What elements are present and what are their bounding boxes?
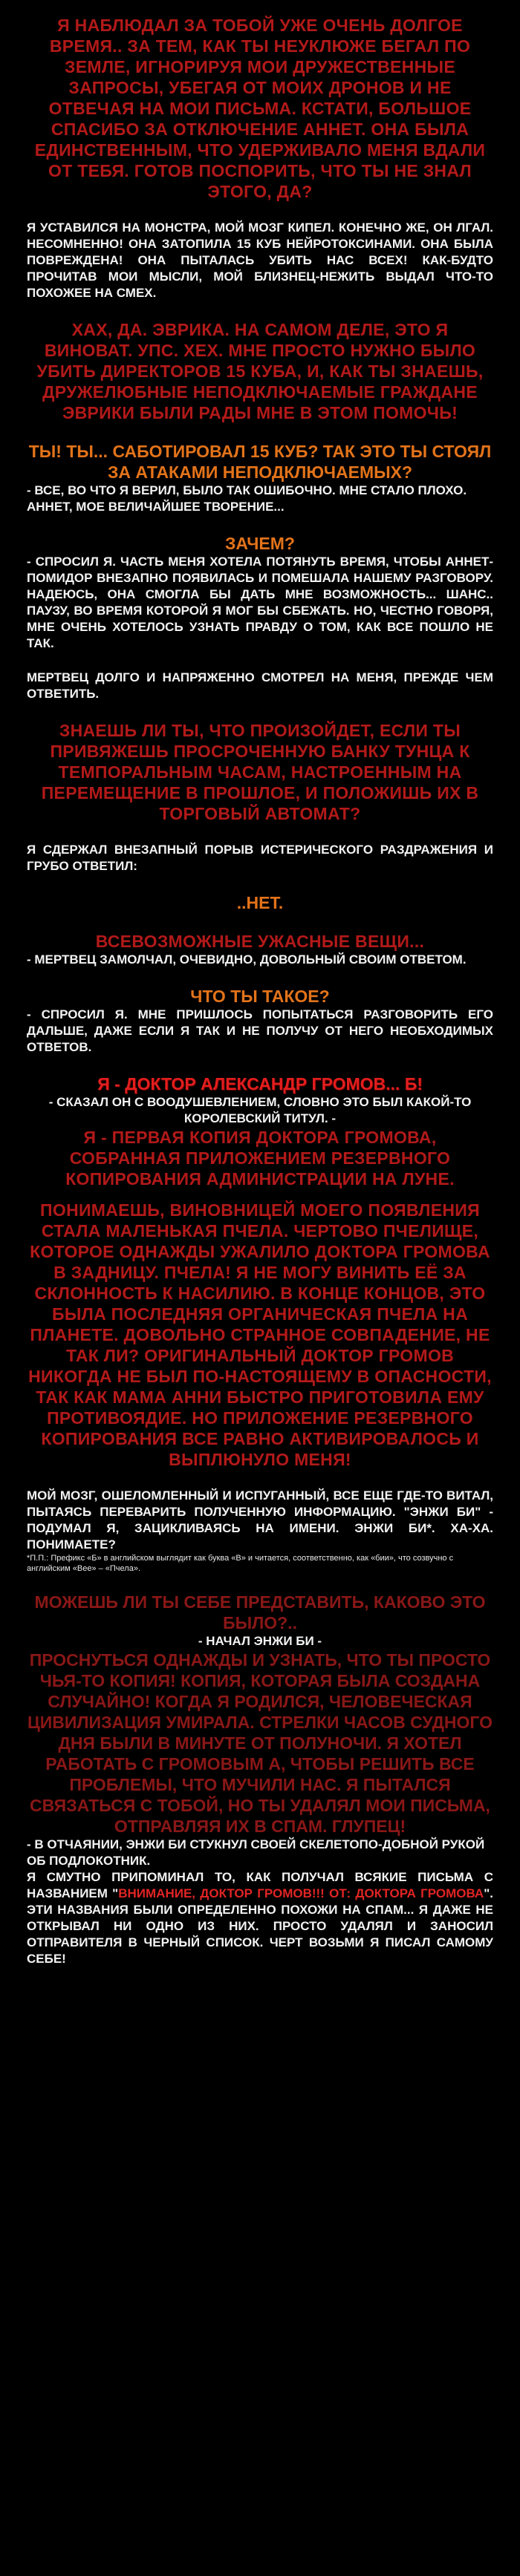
- villain-title-speech: Я - ДОКТОР АЛЕКСАНДР ГРОМОВ... Б!: [97, 1074, 423, 1094]
- villain-monologue: ПОНИМАЕШЬ, ВИНОВНИЦЕЙ МОЕГО ПОЯВЛЕНИЯ СТАЛА МАЛЕНЬКАЯ ПЧЕЛА. ЧЕРТОВО ПЧЕЛИЩЕ, КОТОРОЕ ОДНАЖДЫ УЖАЛИЛО ДОКТОРА ГРОМОВА В ЗАДНИЦУ. ПЧЕЛА! Я НЕ МОГУ ВИНИТЬ ЕЁ ЗА СКЛОННОСТЬ К НАСИЛИЮ. В КОНЦЕ КОНЦОВ, ЭТО БЫЛА ПОСЛЕДНЯЯ ОРГАНИЧЕСКАЯ ПЧЕЛА НА ПЛАНЕТЕ. ДОВОЛЬНО СТРАННОЕ СОВПАДЕНИЕ, НЕ ТАК ЛИ? ОРИГИНАЛЬНЫЙ ДОКТОР ГРОМОВ НИКОГДА НЕ БЫЛ ПО-НАСТОЯЩЕМУ В ОПАСНОСТИ, ТАК КАК МАМА АННИ БЫСТРО ПРИГОТОВИЛА ЕМУ ПРОТИВОЯДИЕ. НО ПРИЛОЖЕНИЕ РЕЗЕРВНОГО КОПИРОВАНИЯ ВСЕ РАВНО АКТИВИРОВАЛОСЬ И ВЫПЛЮНУЛО МЕНЯ!: [28, 1200, 492, 1469]
- narration: Я СДЕРЖАЛ ВНЕЗАПНЫЙ ПОРЫВ ИСТЕРИЧЕСКОГО РАЗДРАЖЕНИЯ И ГРУБО ОТВЕТИЛ:: [27, 843, 493, 873]
- villain-monologue: Я НАБЛЮДАЛ ЗА ТОБОЙ УЖЕ ОЧЕНЬ ДОЛГОЕ ВРЕМЯ.. ЗА ТЕМ, КАК ТЫ НЕУКЛЮЖЕ БЕГАЛ ПО ЗЕМЛЕ, ИГНОРИРУЯ МОИ ДРУЖЕСТВЕННЫЕ ЗАПРОСЫ, УБЕГАЯ ОТ МОИХ ДРОНОВ И НЕ ОТВЕЧАЯ НА МОИ ПИСЬМА. КСТАТИ, БОЛЬШОЕ СПАСИБО ЗА ОТКЛЮЧЕНИЕ АННЕТ. ОНА БЫЛА ЕДИНСТВЕННЫМ, ЧТО УДЕРЖИВАЛО МЕНЯ ВДАЛИ ОТ ТЕБЯ. ГОТОВ ПОСПОРИТЬ, ЧТО ТЫ НЕ ЗНАЛ ЭТОГО, ДА?: [34, 16, 486, 201]
- narration: - ВСЕ, ВО ЧТО Я ВЕРИЛ, БЫЛО ТАК ОШИБОЧНО. МНЕ СТАЛО ПЛОХО. АННЕТ, МОЕ ВЕЛИЧАЙШЕЕ ТВОРЕНИЕ...: [27, 483, 467, 514]
- villain-monologue: ВСЕВОЗМОЖНЫЕ УЖАСНЫЕ ВЕЩИ...: [95, 932, 425, 951]
- narration: - СПРОСИЛ Я. МНЕ ПРИШЛОСЬ ПОПЫТАТЬСЯ РАЗГОВОРИТЬ ЕГО ДАЛЬШЕ, ДАЖЕ ЕСЛИ Я ТАК И НЕ ПОЛУЧУ ОТ НЕГО НЕОБХОДИМЫХ ОТВЕТОВ.: [27, 1007, 493, 1054]
- hero-speech: ..НЕТ.: [236, 893, 284, 912]
- villain-monologue: Я - ПЕРВАЯ КОПИЯ ДОКТОРА ГРОМОВА, СОБРАННАЯ ПРИЛОЖЕНИЕМ РЕЗЕРВНОГО КОПИРОВАНИЯ АДМИНИСТРАЦИИ НА ЛУНЕ.: [65, 1128, 455, 1189]
- hero-speech: ТЫ! ТЫ... САБОТИРОВАЛ 15 КУБ? ТАК ЭТО ТЫ СТОЯЛ ЗА АТАКАМИ НЕПОДКЛЮЧАЕМЫХ?: [28, 442, 492, 482]
- villain-monologue: МОЖЕШЬ ЛИ ТЫ СЕБЕ ПРЕДСТАВИТЬ, КАКОВО ЭТО БЫЛО?..: [34, 1592, 486, 1632]
- hero-speech: ЧТО ТЫ ТАКОЕ?: [190, 987, 330, 1006]
- villain-monologue: ЗНАЕШЬ ЛИ ТЫ, ЧТО ПРОИЗОЙДЕТ, ЕСЛИ ТЫ ПРИВЯЖЕШЬ ПРОСРОЧЕННУЮ БАНКУ ТУНЦА К ТЕМПОРАЛЬНЫМ ЧАСАМ, НАСТРОЕННЫМ НА ПЕРЕМЕЩЕНИЕ В ПРОШЛОЕ, И ПОЛОЖИШЬ ИХ В ТОРГОВЫЙ АВТОМАТ?: [41, 721, 479, 823]
- hero-speech: ЗАЧЕМ?: [225, 534, 295, 553]
- narration: - В ОТЧАЯНИИ, ЭНЖИ БИ СТУКНУЛ СВОЕЙ СКЕЛЕТОПО-ДОБНОЙ РУКОЙ ОБ ПОДЛОКОТНИК.: [27, 1837, 485, 1868]
- narration: МОЙ МОЗГ, ОШЕЛОМЛЕННЫЙ И ИСПУГАННЫЙ, ВСЕ ЕЩЕ ГДЕ-ТО ВИТАЛ, ПЫТАЯСЬ ПЕРЕВАРИТЬ ПОЛУЧЕННУЮ ИНФОРМАЦИЮ. "ЭНЖИ БИ" - ПОДУМАЛ Я, ЗАЦИКЛИВАЯСЬ НА ИМЕНИ. ЭНЖИ БИ*. ХА-ХА. ПОНИМАЕТЕ?: [27, 1488, 493, 1552]
- narration: МЕРТВЕЦ ДОЛГО И НАПРЯЖЕННО СМОТРЕЛ НА МЕНЯ, ПРЕЖДЕ ЧЕМ ОТВЕТИТЬ.: [27, 670, 493, 701]
- email-subject-highlight: ВНИМАНИЕ, ДОКТОР ГРОМОВ!!! ОТ: ДОКТОРА ГРОМОВА: [118, 1886, 484, 1900]
- narration: Я УСТАВИЛСЯ НА МОНСТРА, МОЙ МОЗГ КИПЕЛ. КОНЕЧНО ЖЕ, ОН ЛГАЛ. НЕСОМНЕННО! ОНА ЗАТОПИЛА 15 КУБ НЕЙРОТОКСИНАМИ. ОНА БЫЛА ПОВРЕЖДЕНА! ОНА ПЫТАЛАСЬ УБИТЬ НАС ВСЕХ! КАК-БУДТО ПРОЧИТАВ МОИ МЫСЛИ, МОЙ БЛИЗНЕЦ-НЕЖИТЬ ВЫДАЛ ЧТО-ТО ПОХОЖЕЕ НА СМЕХ.: [27, 220, 493, 300]
- villain-monologue: ПРОСНУТЬСЯ ОДНАЖДЫ И УЗНАТЬ, ЧТО ТЫ ПРОСТО ЧЬЯ-ТО КОПИЯ! КОПИЯ, КОТОРАЯ БЫЛА СОЗДАНА СЛУЧАЙНО! КОГДА Я РОДИЛСЯ, ЧЕЛОВЕЧЕСКАЯ ЦИВИЛИЗАЦИЯ УМИРАЛА. СТРЕЛКИ ЧАСОВ СУДНОГО ДНЯ БЫЛИ В МИНУТЕ ОТ ПОЛУНОЧИ. Я ХОТЕЛ РАБОТАТЬ С ГРОМОВЫМ А, ЧТОБЫ РЕШИТЬ ВСЕ ПРОБЛЕМЫ, ЧТО МУЧИЛИ НАС. Я ПЫТАЛСЯ СВЯЗАТЬСЯ С ТОБОЙ, НО ТЫ УДАЛЯЛ МОИ ПИСЬМА, ОТПРАВЛЯЯ ИХ В СПАМ. ГЛУПЕЦ!: [27, 1650, 493, 1836]
- narration-part: ". ЭТИ НАЗВАНИЯ БЫЛИ ОПРЕДЕЛЕННО ПОХОЖИ НА СПАМ... Я ДАЖЕ НЕ ОТКРЫВАЛ НИ ОДНО ИЗ НИХ. ПРОСТО УДАЛЯЛ И ЗАНОСИЛ ОТПРАВИТЕЛЯ В ЧЕРНЫЙ СПИСОК. ЧЕРТ ВОЗЬМИ Я ПИСАЛ САМОМУ СЕБЕ!: [27, 1886, 493, 1966]
- narration-with-highlight: [27, 1869, 493, 1967]
- villain-monologue: ХАХ, ДА. ЭВРИКА. НА САМОМ ДЕЛЕ, ЭТО Я ВИНОВАТ. УПС. ХЕХ. МНЕ ПРОСТО НУЖНО БЫЛО УБИТЬ ДИРЕКТОРОВ 15 КУБА, И, КАК ТЫ ЗНАЕШЬ, ДРУЖЕЛЮБНЫЕ НЕПОДКЛЮЧАЕМЫЕ ГРАЖДАНЕ ЭВРИКИ БЫЛИ РАДЫ МНЕ В ЭТОМ ПОМОЧЬ!: [36, 320, 484, 422]
- narration: - СКАЗАЛ ОН С ВООДУШЕВЛЕНИЕМ, СЛОВНО ЭТО БЫЛ КАКОЙ-ТО КОРОЛЕВСКИЙ ТИТУЛ. -: [48, 1095, 472, 1125]
- translator-footnote: *П.П.: Префикс «Б» в английском выглядит как буква «B» и читается, соответственно, как «бии», что созвучно с английским «Bee» – «Пчела».: [27, 1554, 454, 1573]
- narration: - МЕРТВЕЦ ЗАМОЛЧАЛ, ОЧЕВИДНО, ДОВОЛЬНЫЙ СВОИМ ОТВЕТОМ.: [27, 952, 467, 967]
- narration: - СПРОСИЛ Я. ЧАСТЬ МЕНЯ ХОТЕЛА ПОТЯНУТЬ ВРЕМЯ, ЧТОБЫ АННЕТ-ПОМИДОР ВНЕЗАПНО ПОЯВИЛАСЬ И ПОМЕШАЛА НАШЕМУ РАЗГОВОРУ. НАДЕЮСЬ, ОНА СМОГЛА БЫ ДАТЬ МНЕ ВОЗМОЖНОСТЬ... ШАНС.. ПАУЗУ, ВО ВРЕМЯ КОТОРОЙ Я МОГ БЫ СБЕЖАТЬ. НО, ЧЕСТНО ГОВОРЯ, МНЕ ОЧЕНЬ ХОТЕЛОСЬ УЗНАТЬ ПРАВДУ О ТОМ, КАК ВСЕ ПОШЛО НЕ ТАК.: [27, 555, 493, 650]
- narration: - НАЧАЛ ЭНЖИ БИ -: [198, 1634, 322, 1648]
- narration-part: Я СМУТНО ПРИПОМИНАЛ ТО, КАК ПОЛУЧАЛ ВСЯКИЕ ПИСЬМА С НАЗВАНИЕМ ": [27, 1870, 493, 1900]
